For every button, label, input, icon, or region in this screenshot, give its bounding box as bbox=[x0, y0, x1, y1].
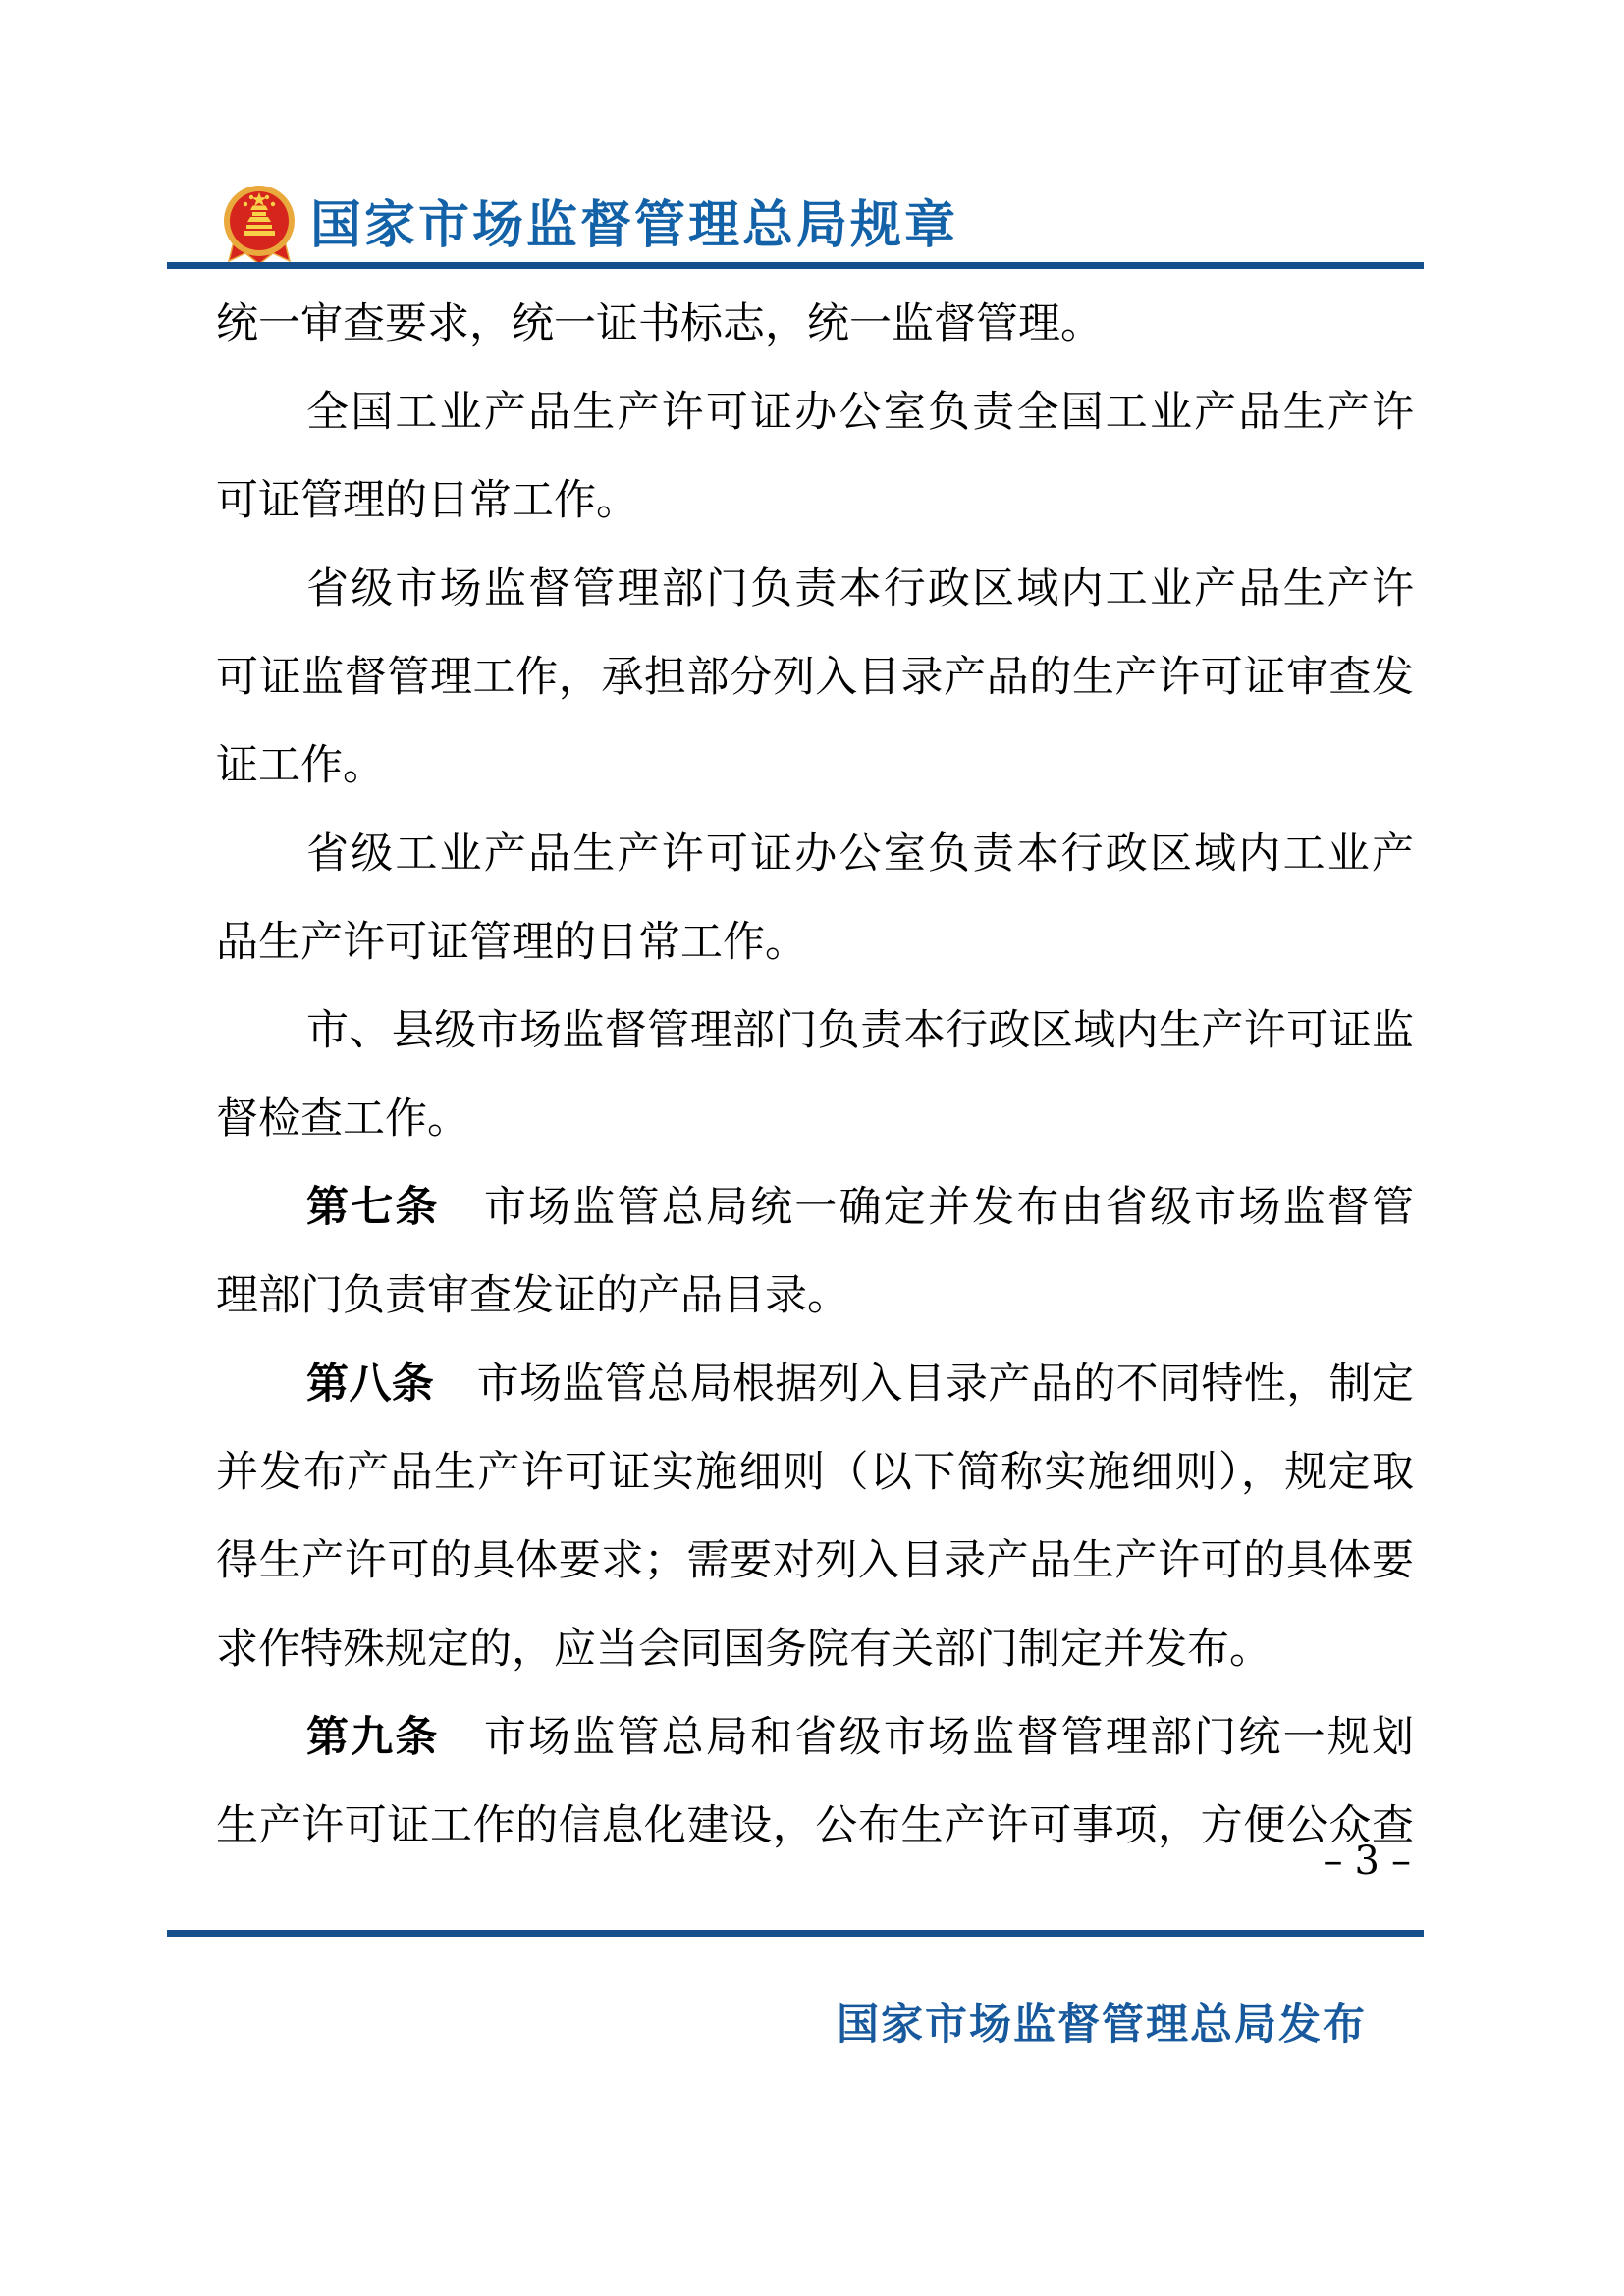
body-line bbox=[216, 1517, 1414, 1605]
body-line bbox=[216, 1340, 1414, 1428]
body-line bbox=[216, 1605, 1414, 1693]
article-number: 第七条 bbox=[306, 1183, 440, 1232]
body-text: 证工作。 bbox=[216, 741, 385, 790]
national-emblem-icon bbox=[220, 185, 298, 267]
body-text: 求作特殊规定的，应当会同国务院有关部门制定并发布。 bbox=[216, 1625, 1272, 1674]
body-text: 市场监管总局统一确定并发布由省级市场监督管 bbox=[439, 1183, 1414, 1232]
body-text: 理部门负责审查发证的产品目录。 bbox=[216, 1271, 849, 1320]
header-title: 国家市场监督管理总局规章 bbox=[310, 196, 959, 255]
body-line bbox=[216, 545, 1414, 633]
body-text: 市场监管总局和省级市场监督管理部门统一规划 bbox=[439, 1713, 1414, 1762]
body-line bbox=[216, 898, 1414, 987]
body-text: 可证管理的日常工作。 bbox=[216, 476, 638, 525]
body-text: 市、县级市场监督管理部门负责本行政区域内生产许可证监 bbox=[306, 1006, 1414, 1055]
body-text: 市场监管总局根据列入目录产品的不同特性，制定 bbox=[434, 1360, 1415, 1409]
publisher-line: 国家市场监督管理总局发布 bbox=[837, 2001, 1367, 2050]
body-line bbox=[216, 987, 1414, 1075]
body-line bbox=[216, 810, 1414, 898]
page-number: –3– bbox=[1323, 1839, 1423, 1884]
document-header bbox=[220, 185, 958, 267]
body-text: 品生产许可证管理的日常工作。 bbox=[216, 918, 807, 967]
body-text: 得生产许可的具体要求；需要对列入目录产品生产许可的具体要 bbox=[216, 1536, 1414, 1585]
body-line bbox=[216, 1252, 1414, 1340]
article-number: 第九条 bbox=[306, 1713, 440, 1762]
header-rule bbox=[167, 262, 1424, 269]
body-line bbox=[216, 633, 1414, 721]
article-number: 第八条 bbox=[306, 1360, 435, 1409]
body-line bbox=[216, 721, 1414, 810]
body-text: 全国工业产品生产许可证办公室负责全国工业产品生产许 bbox=[306, 388, 1414, 437]
body-text: 并发布产品生产许可证实施细则（以下简称实施细则），规定取 bbox=[216, 1448, 1414, 1497]
body-text: 省级工业产品生产许可证办公室负责本行政区域内工业产 bbox=[306, 829, 1414, 879]
body-line bbox=[216, 1782, 1414, 1870]
body-text: 统一审查要求，统一证书标志，统一监督管理。 bbox=[216, 299, 1103, 348]
body-line bbox=[216, 1075, 1414, 1163]
body-line bbox=[216, 1428, 1414, 1517]
body-line bbox=[216, 456, 1414, 545]
body-text: 可证监督管理工作，承担部分列入目录产品的生产许可证审查发 bbox=[216, 653, 1414, 702]
body-text: 生产许可证工作的信息化建设，公布生产许可事项，方便公众查 bbox=[216, 1801, 1414, 1850]
body-line bbox=[216, 280, 1414, 368]
body-line bbox=[216, 368, 1414, 456]
body-text: 督检查工作。 bbox=[216, 1095, 469, 1144]
body-line bbox=[216, 1163, 1414, 1252]
document-body bbox=[216, 280, 1414, 1870]
body-line bbox=[216, 1693, 1414, 1782]
footer-rule bbox=[167, 1930, 1424, 1937]
body-text: 省级市场监督管理部门负责本行政区域内工业产品生产许 bbox=[306, 564, 1414, 614]
